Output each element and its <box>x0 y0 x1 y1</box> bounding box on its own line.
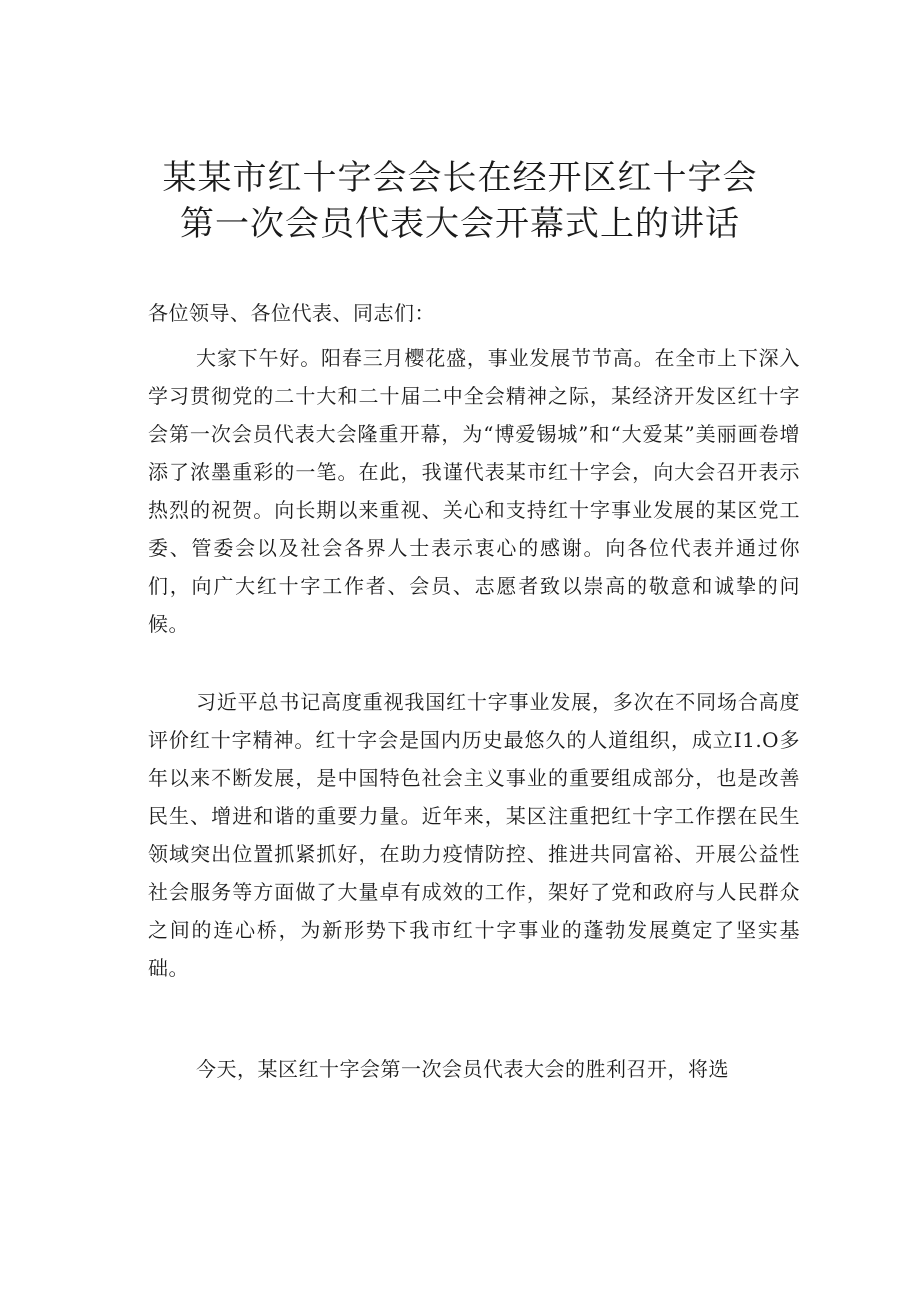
paragraph-3: 今天，某区红十字会第一次会员代表大会的胜利召开，将选 <box>196 1057 729 1081</box>
title-line-2: 第一次会员代表大会开幕式上的讲话 <box>180 204 740 244</box>
paragraph-2: 习近平总书记高度重视我国红十字事业发展，多次在不同场合高度评价红十字精神。红十字会是国内历史最悠久的人道组织，成立I1.O多年以来不断发展，是中国特色社会主义事业的重要组成部分，也是改善民生、增进和谐的重要力量。近年来，某区注重把红十字工作摆在民生领域突出位置抓紧抓好，在助力疫情防控、推进共同富裕、开展公益性社会服务等方面做了大量卓有成效的工作，架好了党和政府与人民群众之间的连心桥，为新形势下我市红十字事业的蓬勃发展奠定了坚实基础。 <box>148 690 800 980</box>
title-line-1: 某某市红十字会会长在经开区红十字会 <box>162 158 758 198</box>
salutation: 各位领导、各位代表、同志们： <box>148 301 435 325</box>
paragraph-1: 大家下午好。阳春三月樱花盛，事业发展节节高。在全市上下深入学习贯彻党的二十大和二十届二中全会精神之际，某经济开发区红十字会第一次会员代表大会隆重开幕，为“博爱锡城”和“大爱某”美丽画卷增添了浓墨重彩的一笔。在此，我谨代表某市红十字会，向大会召开表示热烈的祝贺。向长期以来重视、关心和支持红十字事业发展的某区党工委、管委会以及社会各界人士表示衷心的感谢。向各位代表并通过你们，向广大红十字工作者、会员、志愿者致以崇高的敬意和诚挚的问候。 <box>148 346 800 636</box>
